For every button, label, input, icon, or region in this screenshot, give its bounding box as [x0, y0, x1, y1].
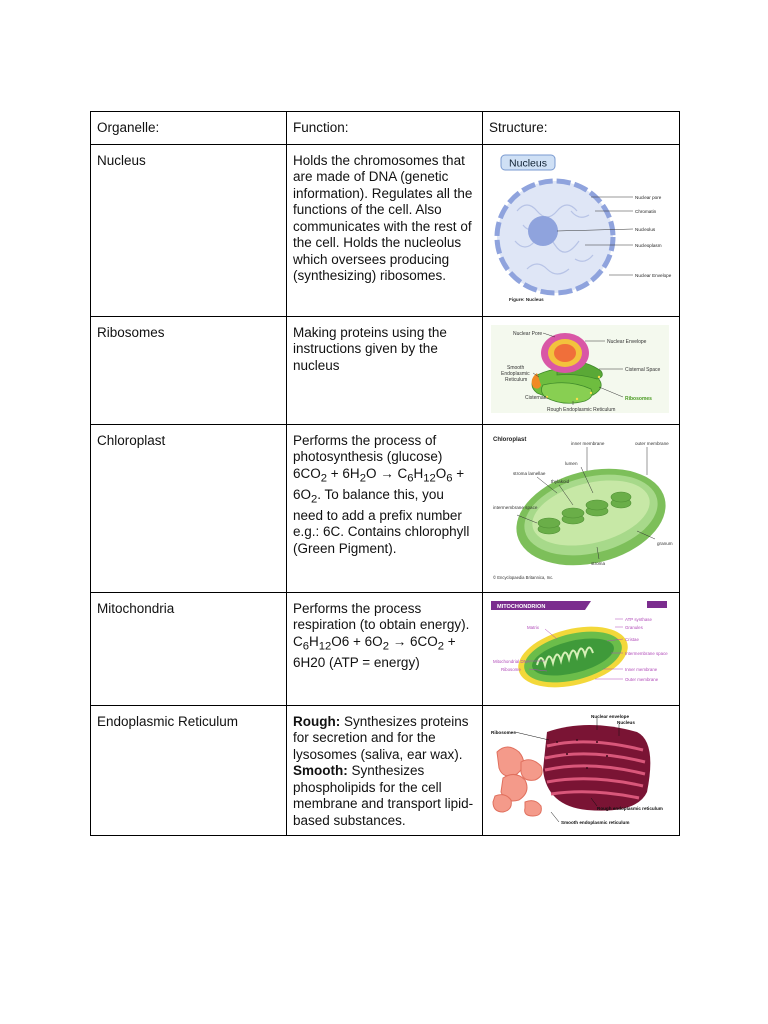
mito-label: Intermembrane space: [625, 650, 668, 656]
chloroplast-label: stroma lamellae: [513, 470, 546, 476]
chloroplast-diagram: [487, 431, 673, 585]
header-row: [91, 112, 680, 145]
structure-cell: [483, 316, 680, 424]
nucleus-label: Nucleolus: [635, 226, 656, 232]
ribosomes-label: Reticulum: [505, 376, 528, 383]
chloroplast-label: inner membrane: [571, 440, 605, 446]
er-label: Ribosomes: [491, 729, 516, 735]
mitochondria-diagram: [487, 599, 673, 697]
organelle-name: Endoplasmic Reticulum: [91, 705, 287, 836]
structure-cell: [483, 144, 680, 316]
organelle-name: Ribosomes: [91, 316, 287, 424]
chloroplast-caption: © Encyclopaedia Britannica, Inc.: [493, 574, 554, 580]
row-ribosomes: [91, 316, 680, 424]
mito-label: Outer membrane: [625, 676, 659, 682]
nucleus-diagram-title: Nucleus: [509, 157, 547, 169]
chloroplast-label: intermembrane space: [493, 504, 538, 510]
row-chloroplast: [91, 424, 680, 592]
er-label: Smooth endoplasmic reticulum: [561, 819, 630, 825]
mito-label: Matrix: [527, 624, 539, 630]
nucleus-caption: Figure: Nucleus: [509, 296, 544, 302]
nucleus-label: Nucleoplasm: [635, 242, 662, 248]
structure-cell: [483, 705, 680, 836]
organelle-function: Performs the process of photosynthesis (glucose) $6CO_2 + 6H_2O \to C_6H_{12}O_6 + 6O_2$. To balance this, you need to add a prefix number e.g.: 6C. Contains chlorophyll (Green Pigment).: [287, 424, 483, 592]
chloroplast-label: thylakoid: [551, 478, 570, 484]
chloroplast-label: lumen: [565, 460, 578, 466]
organelle-name: Mitochondria: [91, 592, 287, 705]
row-mitochondria: [91, 592, 680, 705]
er-label: Nucleus: [617, 719, 635, 725]
organelle-function: Performs the process respiration (to obtain energy). $C_6H_{12}O6 + 6O_2 \to 6CO_2 + 6H20$ (ATP = energy): [287, 592, 483, 705]
chloroplast-label: outer membrane: [635, 440, 669, 446]
ribosomes-label: Smooth: [507, 364, 525, 371]
ribosomes-diagram: [487, 323, 673, 415]
mito-label: Ribosome: [501, 666, 521, 672]
mito-label: Cristae: [625, 636, 639, 642]
organelle-function: Rough: Synthesizes proteins for secretion and for the lysosomes (saliva, ear wax). Smooth: Synthesizes phospholipids for the cell membrane and transport lipid-based substances.: [287, 705, 483, 836]
organelle-function: Making proteins using the instructions given by the nucleus: [287, 316, 483, 424]
nucleus-diagram: [487, 151, 673, 309]
ribosomes-label: Ribosomes: [625, 395, 652, 402]
row-endoplasmic-reticulum: [91, 705, 680, 836]
nucleus-label: Nuclear pore: [635, 194, 662, 200]
nucleus-label: Chromatin: [635, 208, 657, 214]
structure-cell: [483, 424, 680, 592]
chloroplast-diagram-title: Chloroplast: [493, 436, 527, 443]
mito-label: Inner membrane: [625, 666, 658, 672]
ribosomes-label: Nuclear Pore: [513, 330, 543, 337]
er-label: Nuclear envelope: [591, 713, 630, 719]
er-label: Rough endoplasmic reticulum: [597, 805, 663, 811]
ribosomes-label: Nuclear Envelope: [607, 338, 647, 345]
organelle-name: Nucleus: [91, 144, 287, 316]
row-nucleus: [91, 144, 680, 316]
ribosomes-label: Rough Endoplasmic Reticulum: [547, 406, 616, 413]
nucleus-label: Nuclear Envelope: [635, 272, 672, 278]
header-organelle: Organelle:: [91, 112, 287, 145]
organelle-function: Holds the chromosomes that are made of DNA (genetic information). Regulates all the functions of the cell. Also communicates with the rest of the cell. Holds the nucleolus which oversees producing (synthesizing) ribosomes.: [287, 144, 483, 316]
ribosomes-label: Cisternae: [525, 394, 547, 401]
organelle-name: Chloroplast: [91, 424, 287, 592]
ribosomes-label: Cisternal Space: [625, 366, 661, 373]
er-diagram: [487, 712, 673, 828]
chloroplast-label: granum: [657, 540, 673, 546]
ribosomes-label: Endoplasmic: [501, 370, 530, 377]
mito-label: Mitochondrial DNA: [493, 658, 530, 664]
mito-label: Granules: [625, 624, 643, 630]
header-structure: Structure:: [483, 112, 680, 145]
mito-diagram-title: MITOCHONDRION: [497, 603, 546, 610]
organelle-table: [90, 111, 680, 836]
mito-label: ATP synthase: [625, 616, 652, 622]
header-function: Function:: [287, 112, 483, 145]
chloroplast-label: stroma: [591, 560, 606, 566]
structure-cell: [483, 592, 680, 705]
